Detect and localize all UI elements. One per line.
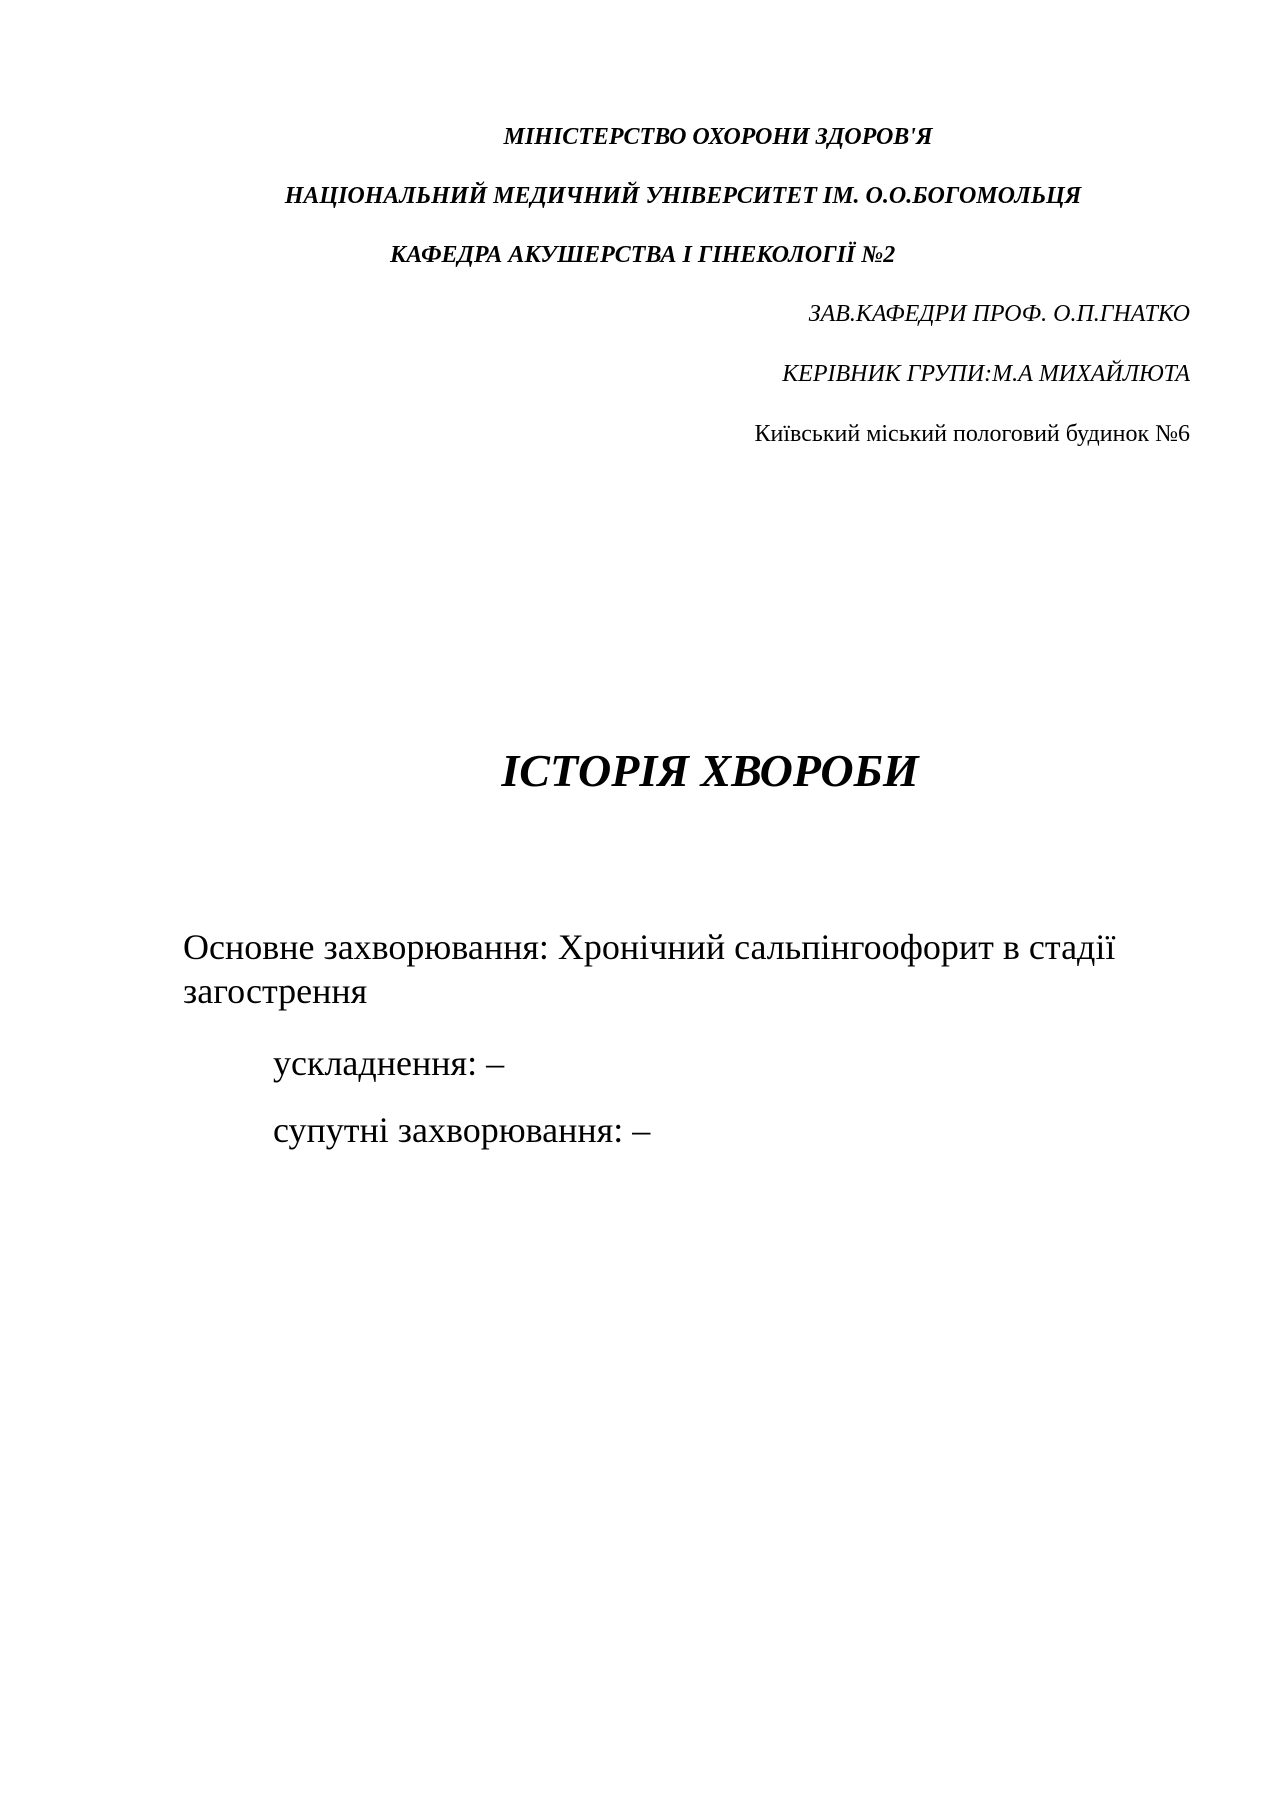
department-head: ЗАВ.КАФЕДРИ ПРОФ. О.П.ГНАТКО — [808, 301, 1190, 327]
group-supervisor: КЕРІВНИК ГРУПИ:М.А МИХАЙЛЮТА — [782, 361, 1190, 387]
ministry-heading: МІНІСТЕРСТВО ОХОРОНИ ЗДОРОВ'Я — [503, 124, 933, 150]
department-heading: КАФЕДРА АКУШЕРСТВА І ГІНЕКОЛОГІЇ №2 — [390, 242, 896, 268]
hospital-name: Київський міський пологовий будинок №6 — [754, 421, 1190, 447]
complications: ускладнення: – — [273, 1043, 505, 1083]
document-title: ІСТОРІЯ ХВОРОБИ — [501, 745, 919, 796]
comorbidities: супутні захворювання: – — [273, 1110, 651, 1150]
university-heading: НАЦІОНАЛЬНИЙ МЕДИЧНИЙ УНІВЕРСИТЕТ ІМ. О.О.БОГОМОЛЬЦЯ — [284, 183, 1082, 209]
main-diagnosis: Основне захворювання: Хронічний сальпінгоофорит в стадії загострення — [183, 927, 1116, 1011]
